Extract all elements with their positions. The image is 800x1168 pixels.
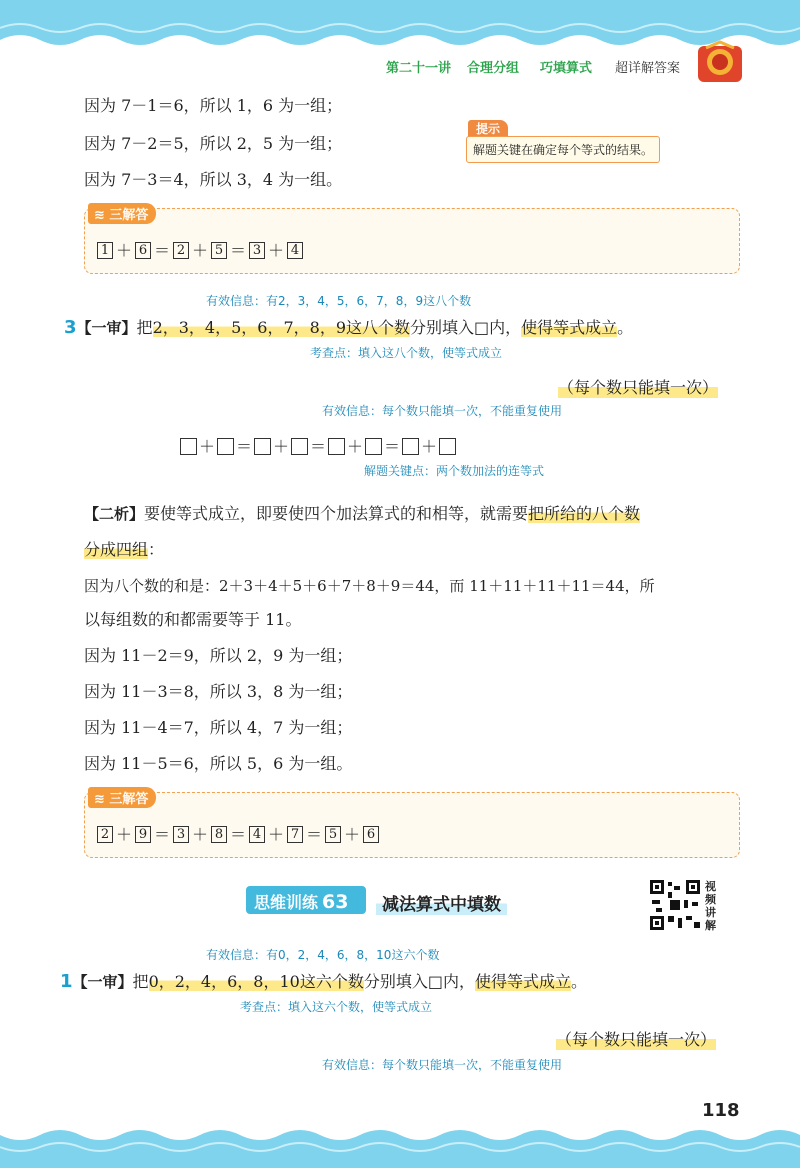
text: ： [148,540,165,559]
tip-text: 解题关键在确定每个等式的结果。 [466,136,660,163]
highlight: 2，3，4，5，6，7，8，9 [152,318,347,337]
annotation-key-point: 解题关键点：两个数加法的连等式 [364,464,545,478]
question-1-text [60,972,587,992]
answer-digit: 8 [211,826,227,843]
answer-digit: 5 [325,826,341,843]
text: 分别填入□内， [410,318,522,337]
highlight: 这六个数 [299,972,364,991]
text: 把 [132,972,149,991]
text: 分别填入□内， [363,972,475,991]
annotation-constraint: 有效信息：每个数只能填一次，不能重复使用 [322,404,563,418]
header-label: 超详解答案 [615,61,681,76]
question-number: 1 [60,971,73,992]
analysis-line: 因为八个数的和是：2＋3＋4＋5＋6＋7＋8＋9＝44，而 11＋11＋11＋11＝44，所 [84,577,655,595]
answer-digit: 4 [249,826,265,843]
analysis-line: 因为 11－5＝6，所以 5，6 为一组。 [84,754,353,773]
analysis-line: 因为 11－3＝8，所以 3，8 为一组； [84,682,353,701]
analysis-line: 以每组数的和都需要等于 11。 [84,610,302,629]
blank-equation: ＋ ＝ ＋ ＝ ＋ ＝ ＋ [180,436,456,457]
section-label-text: 思维训练 [254,893,319,912]
answer-badge: ≋ 三解答 [88,203,156,224]
text-line: 因为 7－2＝5，所以 2，5 为一组； [84,134,343,153]
answer-digit: 6 [363,826,379,843]
mascot-badge-icon [696,40,744,84]
analysis-line: 因为 11－4＝7，所以 4，7 为一组； [84,718,353,737]
answer-badge: ≋ 三解答 [88,787,156,808]
annotation-effective-info: 有效信息：有2，3，4，5，6，7，8，9这八个数 [206,294,472,308]
question-number: 3 [64,317,77,338]
answer-digit: 5 [211,242,227,259]
answer-digit: 2 [173,242,189,259]
blank-box [365,438,382,455]
qr-caption: 视频讲解 [705,880,716,932]
step-tag: 【一审】 [76,319,137,337]
step-tag: 【一审】 [72,973,133,991]
answer-digit: 1 [97,242,113,259]
tip-label: 提示 [468,120,508,137]
page-number: 118 [702,1100,740,1121]
constraint-text: （每个数只能填一次） [556,1030,717,1049]
blank-box [217,438,234,455]
text: 。 [617,318,634,337]
answer-digit: 3 [173,826,189,843]
annotation-effective-info: 有效信息：有0，2，4，6，8，10这六个数 [206,948,440,962]
text: 。 [570,972,587,991]
blank-box [254,438,271,455]
header-lecture: 第二十一讲 [386,61,452,76]
text: 要使等式成立，即要使四个加法算式的和相等，就需要 [144,504,529,523]
blank-box [180,438,197,455]
answer-digit: 9 [135,826,151,843]
question-3-text [64,318,633,338]
header-topic-2: 巧填算式 [540,61,593,76]
blank-box [402,438,419,455]
highlight: 0，2，4，6，8，10 [148,972,300,991]
highlight: 分成四组 [84,540,149,559]
answer-digit: 6 [135,242,151,259]
annotation-constraint: 有效信息：每个数只能填一次，不能重复使用 [322,1058,563,1072]
header-topic-1: 合理分组 [467,61,520,76]
constraint-text: （每个数只能填一次） [558,378,719,397]
highlight: 使得等式成立 [474,972,571,991]
answer-digit: 7 [287,826,303,843]
bottom-wave-decoration [0,1125,800,1168]
highlight: 使得等式成立 [521,318,618,337]
blank-box [291,438,308,455]
text-line: 因为 7－1＝6，所以 1，6 为一组； [84,96,343,115]
blank-box [328,438,345,455]
highlight: 这八个数 [346,318,411,337]
qr-code-icon[interactable] [648,878,702,932]
section-title: 减法算式中填数 [376,890,507,915]
answer-digit: 4 [287,242,303,259]
blank-box [439,438,456,455]
step-tag: 【二析】 [84,505,145,523]
analysis-line [84,504,640,524]
annotation-test-point: 考查点：填入这六个数，使等式成立 [240,1000,433,1014]
section-number: 63 [322,891,349,913]
page-header [0,57,800,79]
section-label [254,890,348,913]
analysis-line: 因为 11－2＝9，所以 2，9 为一组； [84,646,353,665]
answer-equation: 2 ＋ 9 ＝ 3 ＋ 8 ＝ 4 ＋ 7 ＝ 5 ＋ 6 [96,824,380,845]
text-line: 因为 7－3＝4，所以 3，4 为一组。 [84,170,343,189]
top-wave-decoration [0,0,800,60]
answer-digit: 3 [249,242,265,259]
analysis-line [84,540,164,560]
answer-equation: 1 ＋ 6 ＝ 2 ＋ 5 ＝ 3 ＋ 4 [96,240,304,261]
text: 把 [136,318,153,337]
annotation-test-point: 考查点：填入这八个数，使等式成立 [310,346,503,360]
answer-digit: 2 [97,826,113,843]
highlight: 把所给的八个数 [528,504,641,523]
